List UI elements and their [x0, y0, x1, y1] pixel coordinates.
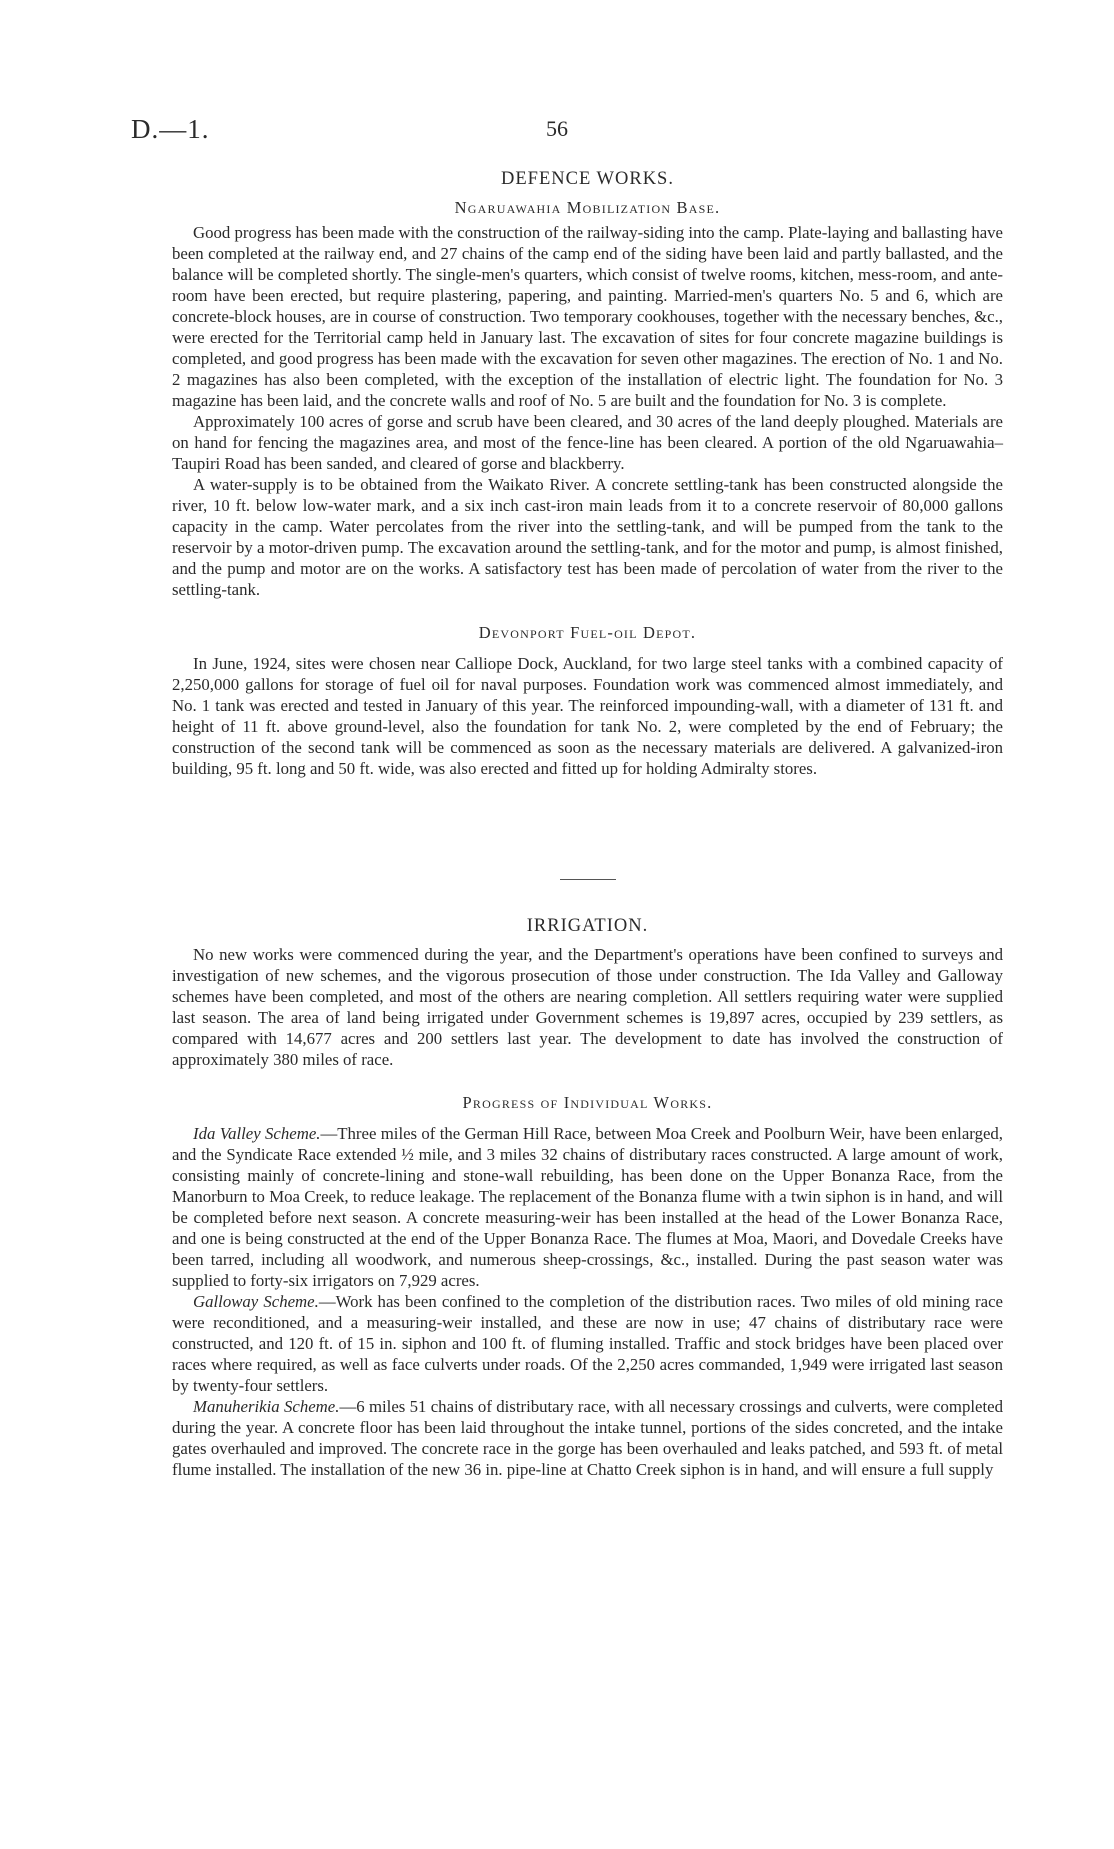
galloway-scheme-name: Galloway Scheme. [193, 1292, 319, 1311]
defence-works-title: DEFENCE WORKS. [501, 169, 674, 189]
ida-valley-scheme-name: Ida Valley Scheme. [193, 1124, 321, 1143]
document-reference: D.—1. [131, 114, 210, 144]
irrigation-intro: No new works were commenced during the year, and the Department's operations have been confined to surveys and investigation of new schemes, and the vigorous prosecution of those under construction. The Ida Valley and Galloway schemes have been completed, and most of the others are nearing completion. All settlers requiring water were supplied last season. The area of land being irrigated under Government schemes is 19,897 acres, occupied by 239 settlers, as compared with 14,677 acres and 200 settlers last year. The development to date has involved the construction of approximately 380 miles of race. [172, 945, 1003, 1069]
ida-valley-paragraph [172, 1123, 1003, 1291]
devonport-heading: Devonport Fuel-oil Depot. [478, 623, 697, 642]
section-divider [172, 779, 1003, 915]
page-number: 56 [546, 116, 568, 141]
devonport-paragraph-1: In June, 1924, sites were chosen near Calliope Dock, Auckland, for two large steel tanks with a combined capacity of 2,250,000 gallons for storage of fuel oil for naval purposes. Foundation work was commenced almost immediately, and No. 1 tank was erected and tested in January of this year. The reinforced impounding-wall, with a diameter of 131 ft. and height of 11 ft. above ground-level, also the foundation for tank No. 2, were completed by the end of February; the construction of the second tank will be commenced as soon as the necessary materials are delivered. A galvanized-iron building, 95 ft. long and 50 ft. wide, was also erected and fitted up for holding Admiralty stores. [172, 654, 1003, 778]
ida-valley-text: —Three miles of the German Hill Race, between Moa Creek and Poolburn Weir, have been enlarged, and the Syndicate Race extended ½ mile, and 3 miles 32 chains of distributary races constructed. A large amount of work, consisting mainly of concrete-lining and stone-wall rebuilding, has been done on the Upper Bonanza Race, from the Manorburn to Moa Creek, to reduce leakage. The replacement of the Bonanza flume with a twin siphon is in hand, and will be completed before next season. A concrete measuring-weir has been installed at the head of the Lower Bonanza Race, and one is being constructed at the end of the Upper Bonanza Race. The flumes at Moa, Maori, and Dovedale Creeks have been tarred, including all woodwork, and numerous sheep-crossings, &c., installed. During the past season water was supplied to forty-six irrigators on 7,929 acres. [172, 1124, 1004, 1290]
page-content [172, 168, 1003, 1480]
ngaruawahia-paragraph-3: A water-supply is to be obtained from the Waikato River. A concrete settling-tank has been constructed alongside the river, 10 ft. below low-water mark, and a six inch cast-iron main leads from it to a concrete reservoir of 80,000 gallons capacity in the camp. Water percolates from the river into the settling-tank, and will be pumped from the tank to the reservoir by a motor-driven pump. The excavation around the settling-tank, and for the motor and pump, is almost finished, and the pump and motor are on the works. A satisfactory test has been made of percolation of water from the river to the settling-tank. [172, 475, 1003, 599]
galloway-paragraph [172, 1291, 1003, 1396]
manuherikia-scheme-name: Manuherikia Scheme. [193, 1397, 340, 1416]
galloway-text: —Work has been confined to the completion of the distribution races. Two miles of old mining race were reconditioned, and a measuring-weir installed, and these are now in use; 47 chains of distributary race were constructed, and 120 ft. of 15 in. siphon and 100 ft. of fluming installed. Traffic and stock bridges have been placed over races where required, as well as face culverts under roads. Of the 2,250 acres commanded, 1,949 were irrigated last season by twenty-four settlers. [172, 1292, 1003, 1395]
divider-rule [560, 879, 616, 880]
ngaruawahia-paragraph-2: Approximately 100 acres of gorse and scrub have been cleared, and 30 acres of the land deeply ploughed. Materials are on hand for fencing the magazines area, and most of the fence-line has been cleared. A portion of the old Ngaruawahia–Taupiri Road has been sanded, and cleared of gorse and blackberry. [172, 412, 1003, 473]
progress-heading: Progress of Individual Works. [462, 1093, 713, 1112]
manuherikia-paragraph [172, 1396, 1003, 1480]
ngaruawahia-heading: Ngaruawahia Mobilization Base. [454, 198, 721, 217]
irrigation-title: IRRIGATION. [526, 916, 649, 936]
manuherikia-text: —6 miles 51 chains of distributary race, with all necessary crossings and culverts, were completed during the year. A concrete floor has been laid throughout the intake tunnel, portions of the sides concreted, and the intake gates overhauled and improved. The concrete race in the gorge has been overhauled and leaks patched, and 593 ft. of metal flume installed. The installation of the new 36 in. pipe-line at Chatto Creek siphon is in hand, and will ensure a full supply [172, 1397, 1003, 1479]
page-header [131, 114, 983, 146]
ngaruawahia-paragraph-1: Good progress has been made with the construction of the railway-siding into the camp. Plate-laying and ballasting have been completed at the railway end, and 27 chains of the camp end of the siding have been laid and partly ballasted, and the balance will be completed shortly. The single-men's quarters, which consist of twelve rooms, kitchen, mess-room, and ante-room have been erected, but require plastering, papering, and painting. Married-men's quarters No. 5 and 6, which are concrete-block houses, are in course of construction. Two temporary cookhouses, together with the necessary benches, &c., were erected for the Territorial camp held in January last. The excavation of sites for four concrete magazine buildings is completed, and good progress has been made with the excavation for seven other magazines. The erection of No. 1 and No. 2 magazines has also been completed, with the exception of the installation of electric light. The foundation for No. 3 magazine has been laid, and the concrete walls and roof of No. 5 are built and the foundation for No. 3 is complete. [172, 223, 1003, 410]
